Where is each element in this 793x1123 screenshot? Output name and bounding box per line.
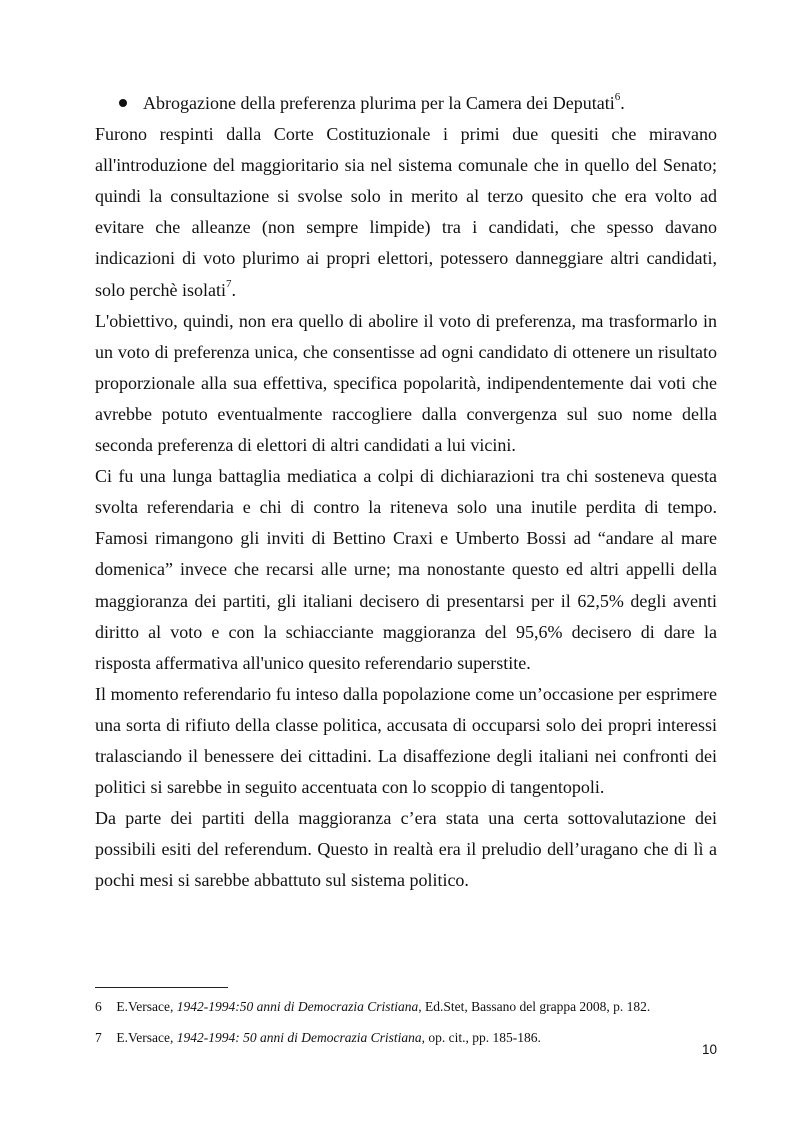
- footnote-6: [95, 999, 735, 1015]
- footnote-author: E.Versace,: [116, 999, 177, 1014]
- footnote-ref-7[interactable]: 7: [225, 277, 232, 290]
- footnote-rest: , Ed.Stet, Bassano del grappa 2008, p. 182.: [418, 999, 651, 1014]
- paragraph-5: Da parte dei partiti della maggioranza c’era stata una certa sottovalutazione dei possibili esiti del referendum. Questo in realtà era il preludio dell’uragano che di lì a pochi mesi si sarebbe abbattuto sul sistema politico.: [95, 808, 717, 891]
- paragraph-2: L'obiettivo, quindi, non era quello di abolire il voto di preferenza, ma trasformarlo in un voto di preferenza unica, che consentisse ad ogni candidato di ottenere un risultato proporzionale alla sua effettiva, specifica popolarità, indipendentemente dai voti che avrebbe potuto eventualmente raccogliere dalla convergenza sul suo nome della seconda preferenza di elettori di altri candidati a lui vicini.: [95, 310, 717, 456]
- footnote-author: E.Versace,: [116, 1030, 177, 1045]
- page-number: 10: [701, 1042, 717, 1057]
- bullet-text: Abrogazione della preferenza plurima per la Camera dei Deputati: [143, 93, 615, 113]
- paragraph-4: Il momento referendario fu inteso dalla popolazione come un’occasione per esprimere una sorta di rifiuto della classe politica, accusata di occuparsi solo dei propri interessi tralasciando il benessere dei cittadini. La disaffezione degli italiani nei confronti dei politici si sarebbe in seguito accentuata con lo scoppio di tangentopoli.: [95, 683, 717, 798]
- paragraph-1-punct: .: [231, 279, 236, 300]
- paragraph-3: Ci fu una lunga battaglia mediatica a colpi di dichiarazioni tra chi sosteneva questa svolta referendaria e chi di contro la riteneva solo una inutile perdita di tempo. Famosi rimangono gli inviti di Bettino Craxi e Umberto Bossi ad “andare al mare domenica” invece che recarsi alle urne; ma nonostante questo ed altri appelli della maggioranza dei partiti, gli italiani decisero di presentarsi per il 62,5% degli aventi diritto al voto e con la schiacciante maggioranza del 95,6% decisero di dare la risposta affermativa all'unico quesito referendario superstite.: [95, 466, 717, 673]
- bullet-icon: [119, 99, 127, 107]
- footnote-title: 1942-1994: 50 anni di Democrazia Cristiana: [176, 1030, 422, 1045]
- paragraph-1: [95, 119, 717, 306]
- footnote-number: 7: [95, 1030, 102, 1045]
- footnote-ref-6[interactable]: 6: [614, 91, 621, 103]
- footnote-number: 6: [95, 999, 102, 1014]
- bullet-item: [95, 88, 717, 119]
- footnote-separator: [95, 987, 228, 988]
- paragraph-1-text: Furono respinti dalla Corte Costituzionale i primi due quesiti che miravano all'introduzione del maggioritario sia nel sistema comunale che in quello del Senato; quindi la consultazione si svolse solo in merito al terzo quesito che era volto ad evitare che alleanze (non sempre limpide) tra i candidati, che spesso davano indicazioni di voto plurimo ai propri elettori, potessero danneggiare altri candidati, solo perchè isolati: [95, 124, 717, 300]
- footnote-rest: , op. cit., pp. 185-186.: [421, 1030, 541, 1045]
- footnote-title: 1942-1994:50 anni di Democrazia Cristiana: [176, 999, 419, 1014]
- footnote-7: [95, 1030, 735, 1046]
- bullet-punct: .: [620, 93, 625, 113]
- body-text: [95, 88, 717, 896]
